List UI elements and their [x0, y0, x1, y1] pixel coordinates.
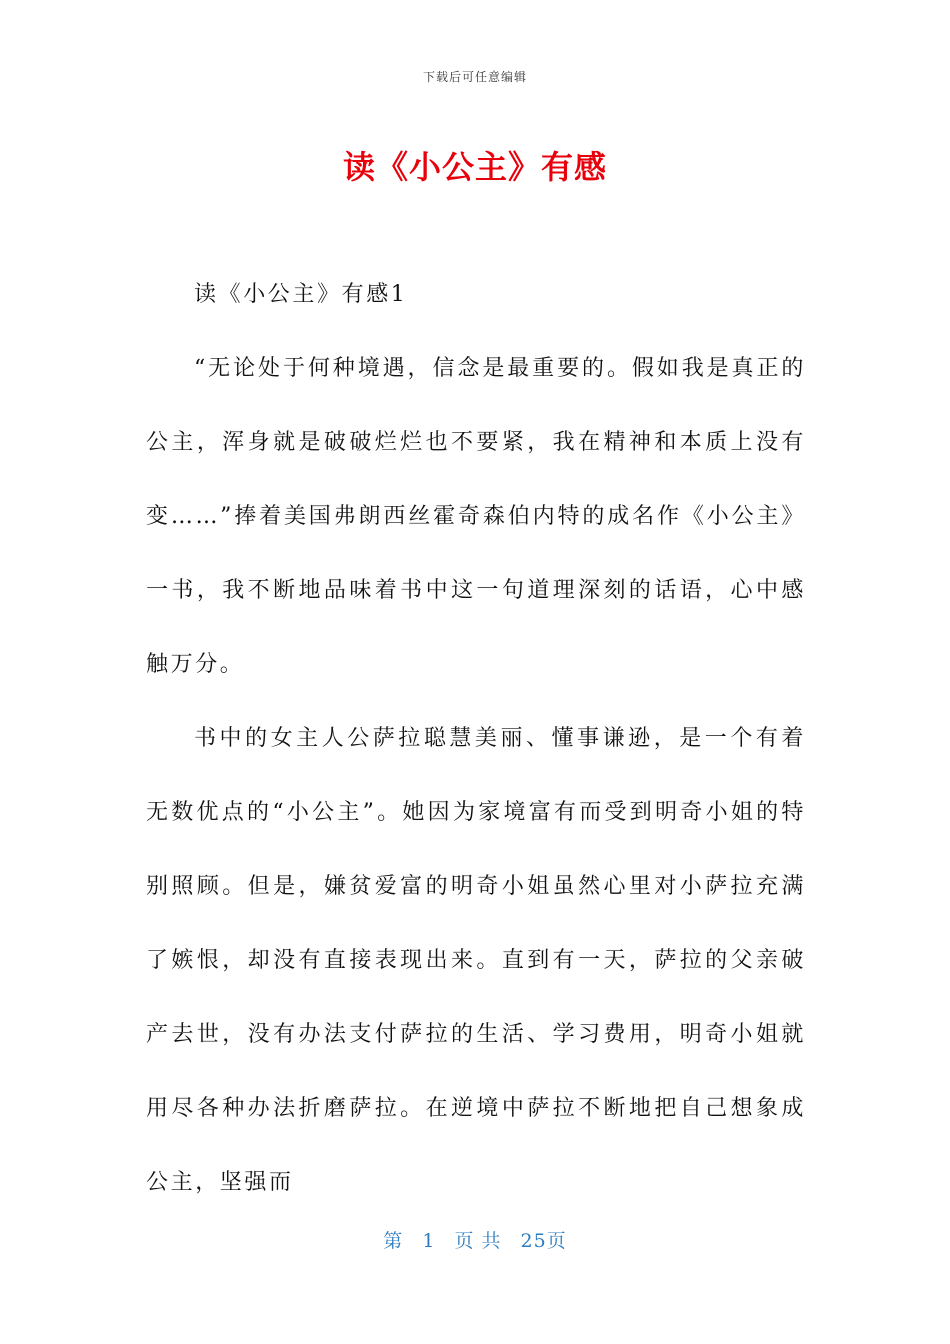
page-footer	[0, 1226, 950, 1253]
footer-prefix: 第	[383, 1230, 404, 1252]
footer-current-page: 1	[422, 1230, 436, 1252]
document-body	[146, 258, 806, 1220]
footer-mid: 页 共	[454, 1230, 502, 1252]
paragraph-1: “无论处于何种境遇，信念是最重要的。假如我是真正的公主，浑身就是破破烂烂也不要紧，我在精神和本质上没有变……”捧着美国弗朗西丝霍奇森伯内特的成名作《小公主》一书，我不断地品味着书中这一句道理深刻的话语，心中感触万分。	[146, 356, 806, 677]
section-subtitle: 读《小公主》有感1	[194, 282, 408, 307]
header-note: 下载后可任意编辑	[422, 70, 527, 84]
footer-total-pages: 25页	[520, 1230, 567, 1252]
document-title: 读《小公主》有感	[342, 148, 607, 186]
paragraph-2: 书中的女主人公萨拉聪慧美丽、懂事谦逊，是一个有着无数优点的“小公主”。她因为家境富有而受到明奇小姐的特别照顾。但是，嫌贫爱富的明奇小姐虽然心里对小萨拉充满了嫉恨，却没有直接表现出来。直到有一天，萨拉的父亲破产去世，没有办法支付萨拉的生活、学习费用，明奇小姐就用尽各种办法折磨萨拉。在逆境中萨拉不断地把自己想象成公主，坚强而	[146, 726, 806, 1195]
